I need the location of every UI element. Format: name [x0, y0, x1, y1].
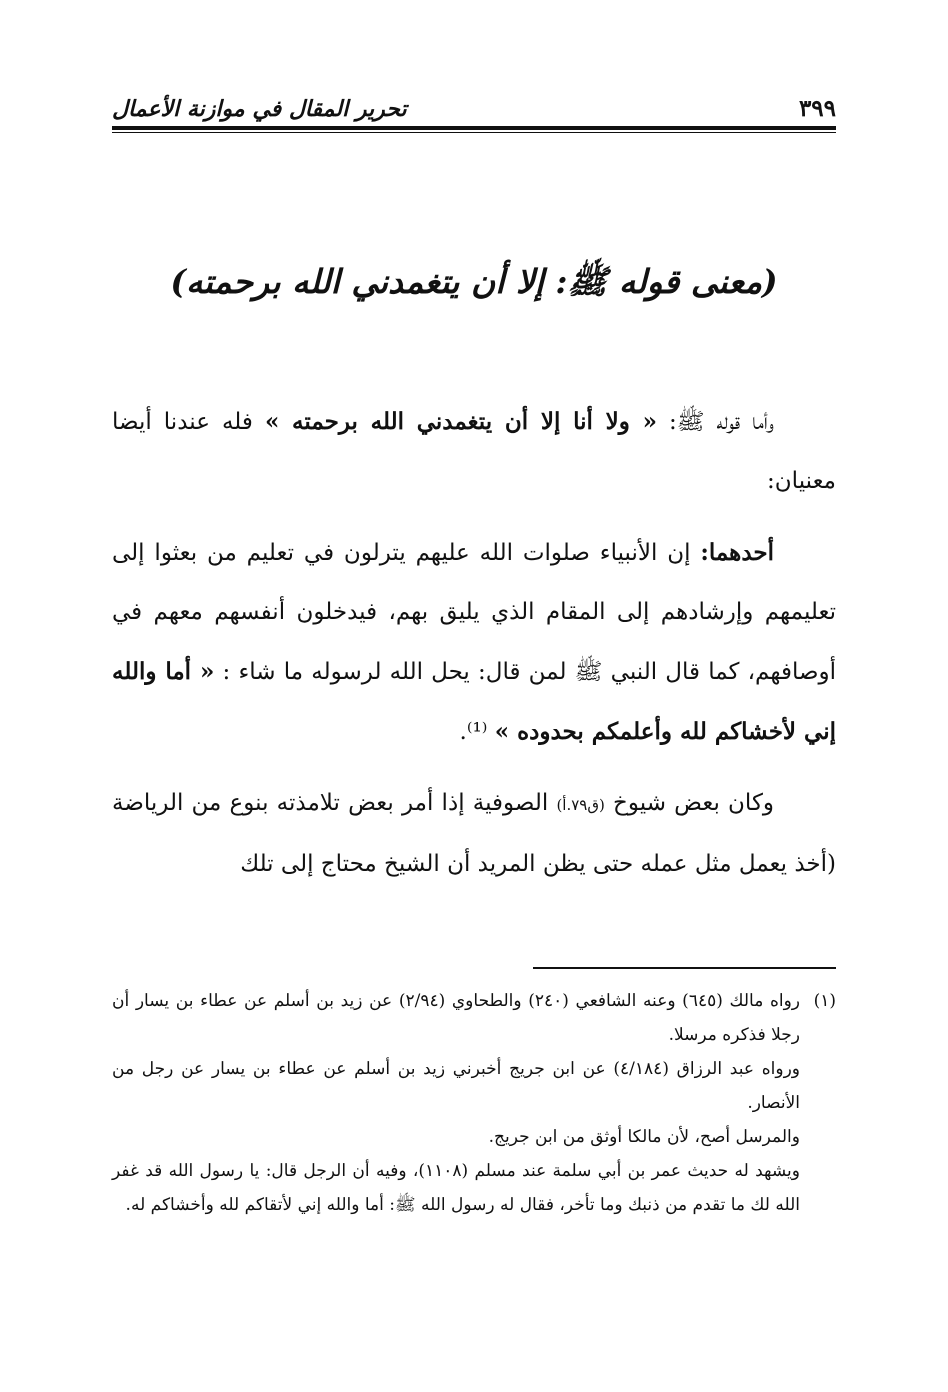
paragraph-1-rest: فله عندنا أيضا معنيان: [112, 409, 836, 494]
body-text [112, 392, 836, 906]
header-rule-thick [112, 126, 836, 130]
paragraph-1 [112, 392, 836, 511]
page-header [112, 82, 836, 122]
page-number: ٣٩٩ [798, 95, 836, 122]
header-rule-thin [112, 132, 836, 133]
paragraph-3 [112, 774, 836, 894]
paragraph-1-intro: وأما قوله ﷺ: [656, 409, 774, 435]
footnote-separator [533, 967, 836, 969]
footnote-1-continuation-c: ويشهد له حديث عمر بن أبي سلمة عند مسلم (١١٠٨)، وفيه أن الرجل قال: يا رسول الله قد غفر الله لك ما تقدم من ذنبك وما تأخر، فقال له رسول الله ﷺ: أما والله إني لأتقاكم لله وأخشاكم له. [112, 1161, 800, 1215]
paragraph-3-rest: الصوفية إذا أمر بعض تلامذته بنوع من الرياضة (أخذ يعمل مثل عمله حتى يظن المريد أن الشيخ محتاج إلى تلك [112, 790, 836, 877]
paragraph-2-lead: أحدهما: [700, 539, 774, 566]
paragraph-2 [112, 523, 836, 762]
footnote-marker: (١) [813, 991, 836, 1011]
running-title: تحرير المقال في موازنة الأعمال [112, 96, 407, 122]
footnote-1-continuation-a: ورواه عبد الرزاق (٤/١٨٤) عن ابن جريج أخبرني زيد بن أسلم عن عطاء بن يسار عن رجل من الأنصار. [112, 1059, 800, 1113]
manuscript-reference: (ق٧٩.أ) [556, 796, 605, 814]
footnote-1-text: رواه مالك (٦٤٥) وعنه الشافعي (٢٤٠) والطحاوي (٢/٩٤) عن زيد بن أسلم عن عطاء بن يسار أن رجلا فذكره مرسلا. [112, 991, 800, 1045]
paragraph-3-start: وكان بعض شيوخ [604, 790, 774, 816]
footnotes [112, 984, 836, 1222]
section-heading: (معنى قوله ﷺ: إلا أن يتغمدني الله برحمته) [170, 262, 778, 301]
footnote-reference: ⁽¹⁾. [459, 719, 495, 745]
hadith-quote-2: « أما والله إني لأخشاكم لله وأعلمكم بحدوده » [112, 658, 836, 745]
paragraph-2-text: إن الأنبياء صلوات الله عليهم يترلون في تعليم من بعثوا إلى تعليمهم وإرشادهم إلى المقام الذي يليق بهم، فيدخلون أنفسهم معهم في أوصافهم، كما قال النبي ﷺ لمن قال: يحل الله لرسوله ما شاء : [112, 540, 836, 685]
hadith-quote-1: « ولا أنا إلا أن يتغمدني الله برحمته » [264, 408, 657, 435]
footnote-1 [112, 984, 836, 1052]
footnote-1-continuation-b: والمرسل أصح، لأن مالكا أوثق من ابن جريج. [488, 1127, 800, 1147]
